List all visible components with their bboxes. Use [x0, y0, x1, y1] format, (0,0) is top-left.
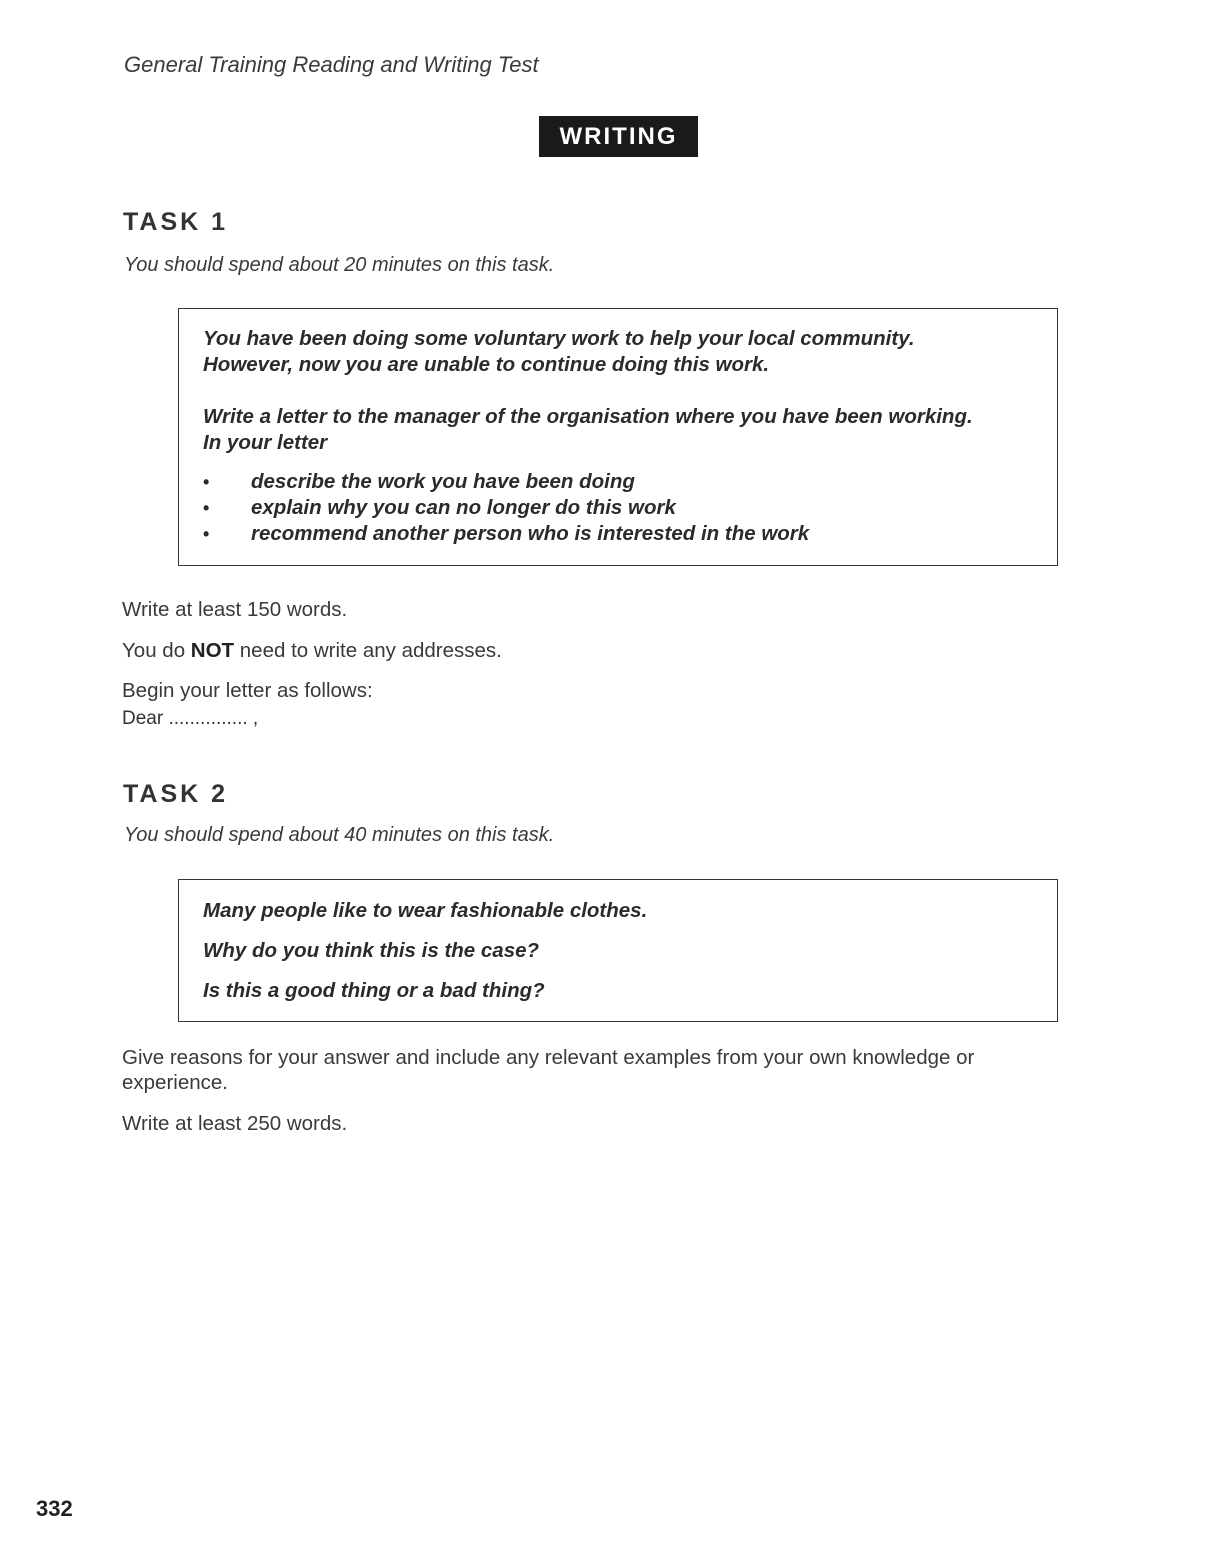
- task2-reasons-line-1: Give reasons for your answer and include any relevant examples from your own knowledge or: [122, 1046, 975, 1069]
- task1-salutation: Dear ............... ,: [122, 708, 259, 729]
- addresses-note-start: You do: [122, 639, 186, 662]
- task1-prompt-line-1: You have been doing some voluntary work to help your local community.: [203, 327, 915, 350]
- addresses-note-emphasis: NOT: [190, 639, 235, 662]
- task2-word-count: Write at least 250 words.: [122, 1112, 348, 1135]
- task2-prompt-line-1: Many people like to wear fashionable clothes.: [203, 899, 648, 922]
- bullet-icon: •: [203, 472, 210, 492]
- task2-heading: TASK 2: [123, 780, 229, 808]
- task2-prompt-line-3: Is this a good thing or a bad thing?: [203, 979, 545, 1002]
- task2-prompt-box: [178, 879, 1058, 1022]
- task1-prompt-line-2: However, now you are unable to continue doing this work.: [203, 353, 770, 376]
- task1-prompt-line-3: Write a letter to the manager of the organisation where you have been working.: [203, 405, 973, 428]
- bullet-icon: •: [203, 524, 210, 544]
- task1-heading: TASK 1: [123, 208, 229, 236]
- task2-reasons-line-2: experience.: [122, 1071, 228, 1094]
- task1-prompt-box: [178, 308, 1058, 566]
- page-number: 332: [36, 1496, 73, 1521]
- task1-bullet-3: recommend another person who is interested in the work: [251, 522, 810, 545]
- task1-addresses-note: [122, 639, 502, 663]
- task1-bullet-2: explain why you can no longer do this work: [251, 496, 676, 519]
- task1-word-count: Write at least 150 words.: [122, 598, 348, 621]
- section-banner-writing: WRITING: [539, 116, 698, 157]
- task2-prompt-line-2: Why do you think this is the case?: [203, 939, 540, 962]
- bullet-icon: •: [203, 498, 210, 518]
- task1-time-note: You should spend about 20 minutes on this task.: [124, 254, 555, 276]
- task1-bullet-1: describe the work you have been doing: [251, 470, 635, 493]
- task1-begin-instruction: Begin your letter as follows:: [122, 679, 373, 702]
- task1-prompt-line-4: In your letter: [203, 431, 328, 454]
- running-title: General Training Reading and Writing Test: [124, 52, 539, 77]
- addresses-note-end: need to write any addresses.: [239, 639, 502, 662]
- task2-time-note: You should spend about 40 minutes on this task.: [124, 824, 555, 846]
